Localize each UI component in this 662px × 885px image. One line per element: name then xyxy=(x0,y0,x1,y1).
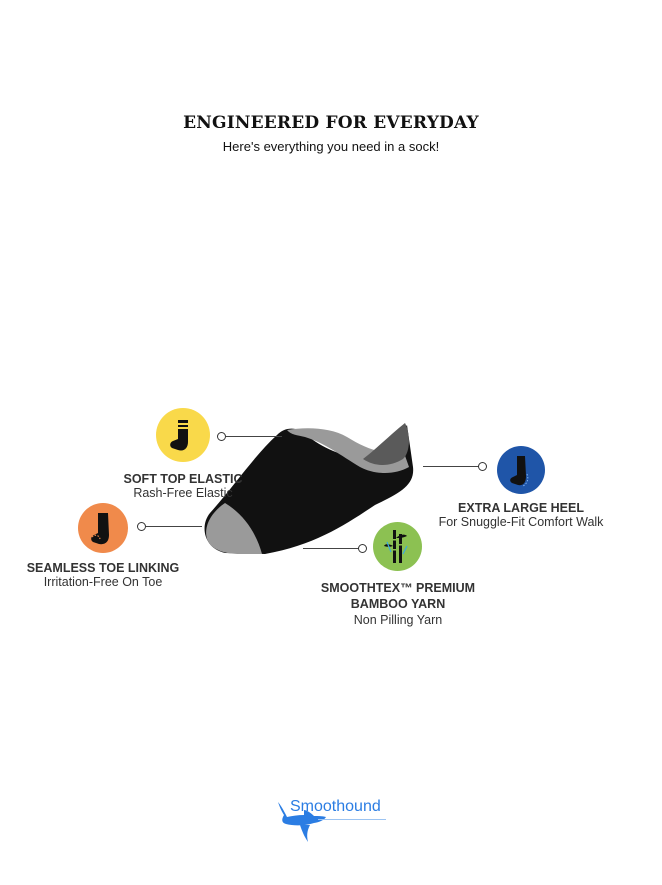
sock-toe-icon xyxy=(78,503,128,553)
bamboo-badge xyxy=(373,522,422,571)
sock-heel-icon xyxy=(497,446,545,494)
heel-badge xyxy=(497,446,545,494)
seamless-toe-leader-dot xyxy=(137,522,146,531)
heel-subtitle: For Snuggle-Fit Comfort Walk xyxy=(438,515,604,529)
bamboo-icon xyxy=(373,522,422,571)
soft-top-subtitle: Rash-Free Elastic xyxy=(133,486,233,500)
seamless-toe-badge xyxy=(78,503,128,553)
soft-top-title: SOFT TOP ELASTIC xyxy=(123,472,243,486)
sock-icon xyxy=(156,408,210,462)
page-subtitle: Here's everything you need in a sock! xyxy=(222,139,440,154)
brand-underline xyxy=(318,819,386,820)
bamboo-subtitle: Non Pilling Yarn xyxy=(353,613,443,627)
bamboo-title-line2: BAMBOO YARN xyxy=(350,597,446,611)
heel-leader-dot xyxy=(478,462,487,471)
seamless-toe-subtitle: Irritation-Free On Toe xyxy=(43,575,163,589)
bamboo-leader-dot xyxy=(358,544,367,553)
bamboo-title-line1: SMOOTHTEX™ PREMIUM xyxy=(320,581,476,595)
soft-top-leader-line xyxy=(226,436,282,437)
brand-logo xyxy=(274,798,394,846)
soft-top-leader-dot xyxy=(217,432,226,441)
heel-leader-line xyxy=(423,466,479,467)
brand-name: Smoothound xyxy=(290,798,381,815)
seamless-toe-leader-line xyxy=(146,526,202,527)
page-title: ENGINEERED FOR EVERYDAY xyxy=(183,113,479,133)
heel-title: EXTRA LARGE HEEL xyxy=(458,501,584,515)
bamboo-leader-line xyxy=(303,548,359,549)
seamless-toe-title: SEAMLESS TOE LINKING xyxy=(26,561,180,575)
soft-top-badge xyxy=(156,408,210,462)
